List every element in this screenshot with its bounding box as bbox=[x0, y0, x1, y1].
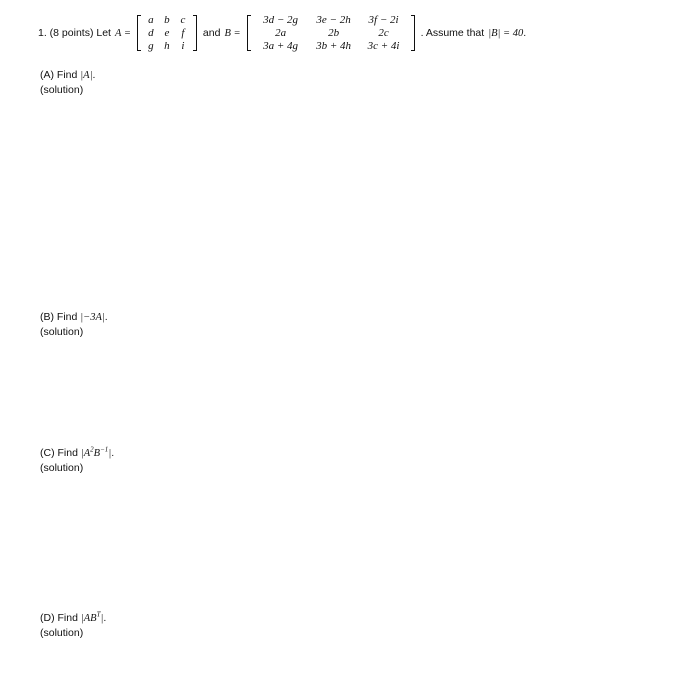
matrix-b-entry: 2a bbox=[275, 27, 287, 39]
part-c-label: (C) Find bbox=[40, 447, 78, 459]
matrix-b-entry: 3f − 2i bbox=[368, 14, 399, 26]
part-d bbox=[40, 611, 106, 640]
assume-suffix: . bbox=[523, 27, 527, 39]
matrix-a-entry: c bbox=[180, 14, 186, 26]
part-d-label: (D) Find bbox=[40, 612, 78, 624]
matrix-a-entry: a bbox=[148, 14, 154, 26]
matrix-a bbox=[137, 14, 197, 52]
matrix-a-entry: g bbox=[148, 40, 154, 52]
matrix-b-entry: 3a + 4g bbox=[263, 40, 299, 52]
matrix-a-entry: b bbox=[164, 14, 170, 26]
assume-expression: |B| = 40 bbox=[488, 27, 524, 39]
part-a-solution: (solution) bbox=[40, 84, 84, 96]
part-a-label: (A) Find bbox=[40, 69, 78, 81]
part-c-end: . bbox=[111, 447, 115, 459]
matrix-b bbox=[247, 14, 415, 52]
part-a-expression: |A| bbox=[80, 70, 93, 81]
and-label: and bbox=[202, 27, 221, 39]
part-b-expression: |−3A| bbox=[80, 312, 105, 323]
part-d-expression: $|AB^T|$ bbox=[80, 610, 104, 624]
matrix-a-entry: h bbox=[164, 40, 170, 52]
part-a-end: . bbox=[92, 69, 96, 81]
matrix-b-entry: 3b + 4h bbox=[316, 40, 352, 52]
part-c bbox=[40, 446, 114, 475]
matrix-a-entry: f bbox=[181, 27, 185, 39]
part-c-solution: (solution) bbox=[40, 462, 84, 474]
part-c-expression: $|A^2B^{-1}|$ bbox=[80, 445, 112, 459]
part-b bbox=[40, 310, 108, 339]
matrix-b-entry: 2b bbox=[328, 27, 340, 39]
matrix-a-entry: i bbox=[181, 40, 185, 52]
part-b-solution: (solution) bbox=[40, 326, 84, 338]
matrix-b-entry: 3e − 2h bbox=[316, 14, 351, 26]
matrix-a-entry: d bbox=[148, 27, 154, 39]
matrix-b-entry: 3d − 2g bbox=[263, 14, 299, 26]
matrix-b-entry: 2c bbox=[378, 27, 389, 39]
matrix-b-label: B = bbox=[224, 27, 241, 39]
problem-statement bbox=[38, 8, 526, 58]
assume-prefix: . Assume that bbox=[420, 27, 485, 39]
matrix-a-label: A = bbox=[114, 27, 131, 39]
part-d-end: . bbox=[103, 612, 107, 624]
matrix-b-entry: 3c + 4i bbox=[367, 40, 400, 52]
part-b-label: (B) Find bbox=[40, 311, 78, 323]
part-b-end: . bbox=[104, 311, 108, 323]
part-a bbox=[40, 68, 95, 97]
matrix-a-entry: e bbox=[164, 27, 170, 39]
problem-number: 1. (8 points) Let bbox=[38, 27, 111, 39]
part-d-solution: (solution) bbox=[40, 627, 84, 639]
